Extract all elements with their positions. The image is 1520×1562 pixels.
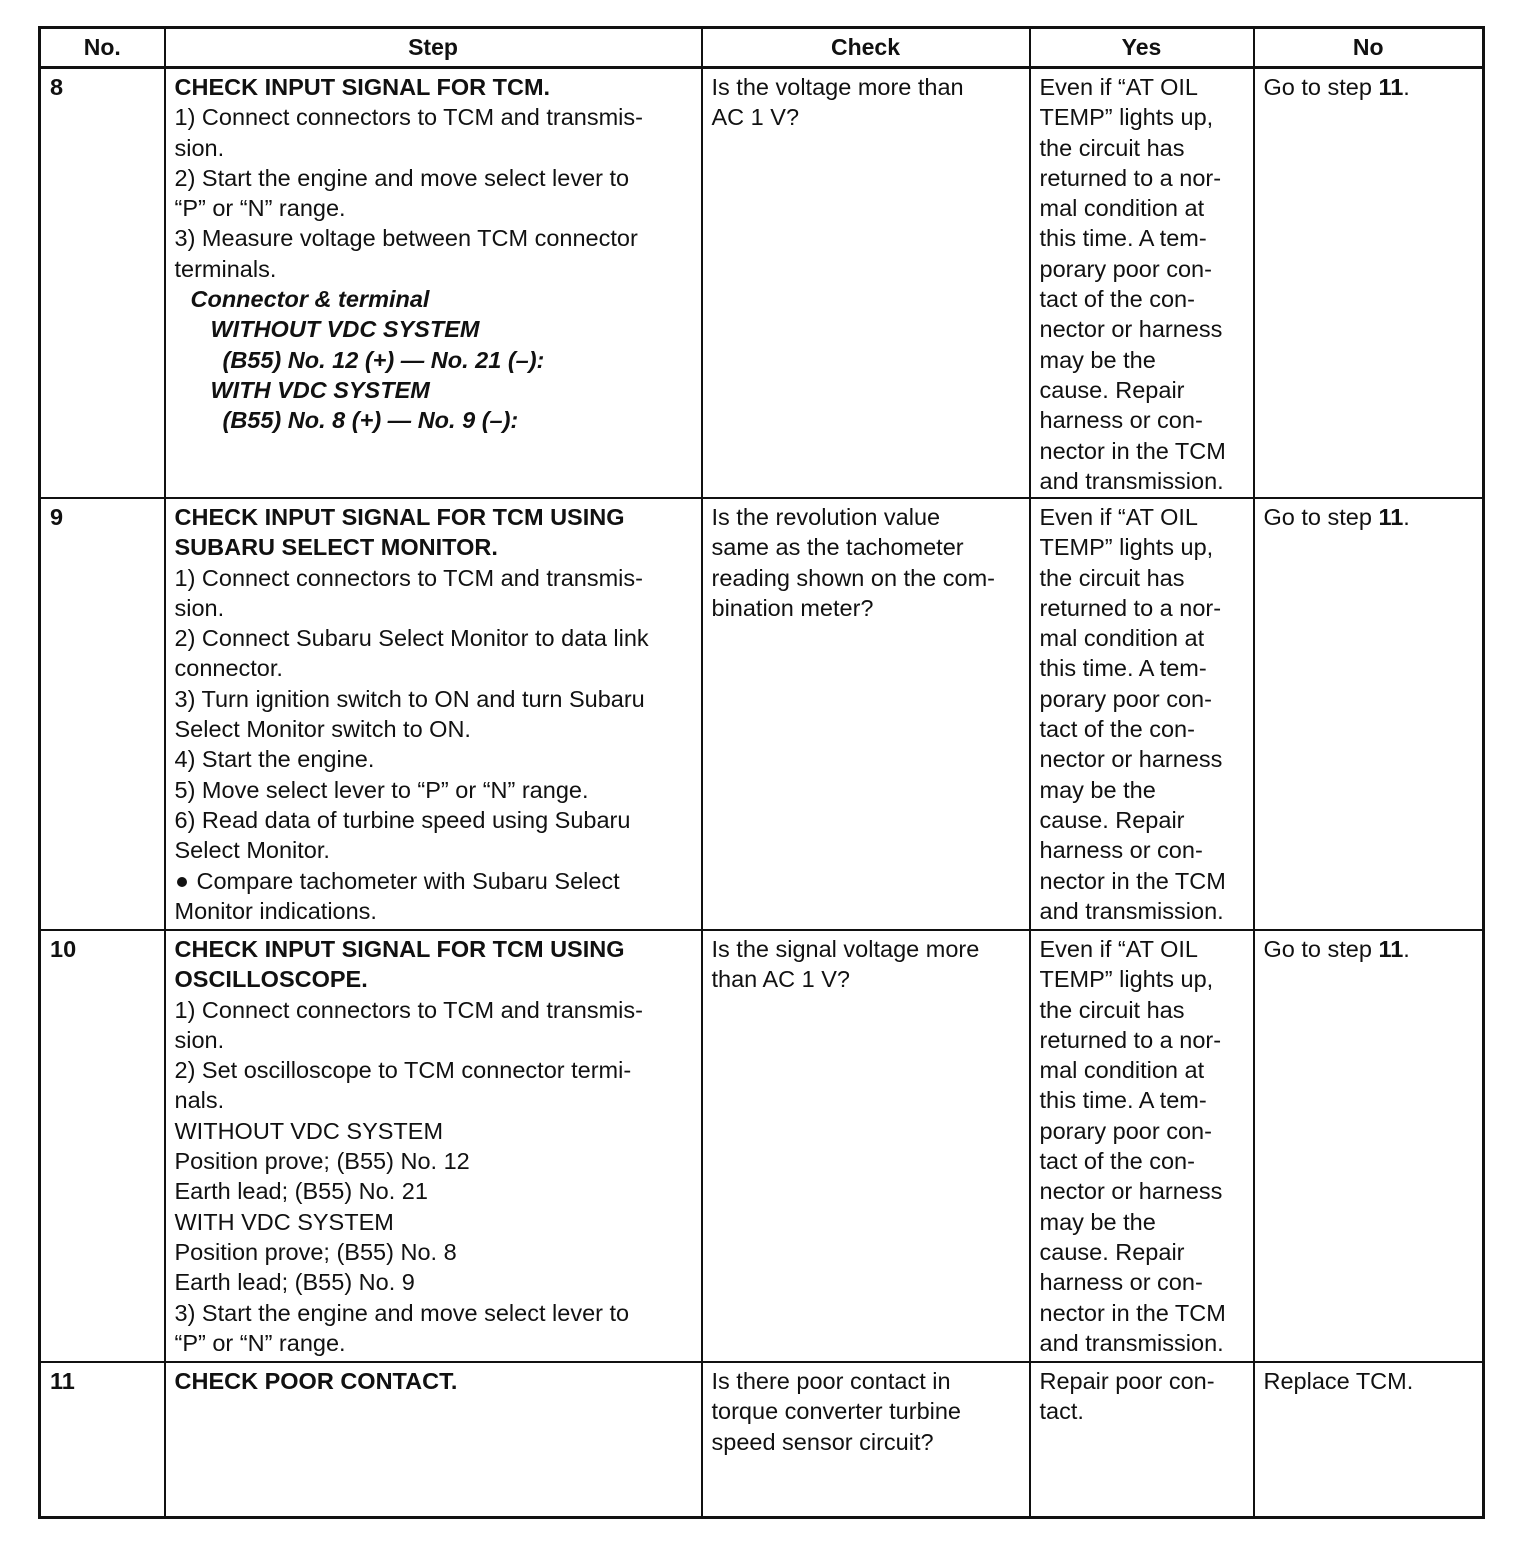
step-line: WITH VDC SYSTEM [174, 1208, 394, 1235]
diagnostic-page [38, 26, 1482, 1519]
yes-line: nector in the TCM [1039, 1299, 1226, 1326]
header-no: No. [40, 28, 165, 68]
step-line: 2) Connect Subaru Select Monitor to data link [174, 625, 649, 652]
yes-line: TEMP” lights up, [1039, 534, 1214, 561]
goto-text: Go to step [1263, 504, 1379, 530]
yes-line: may be the [1039, 776, 1156, 803]
no-cell [1254, 930, 1484, 1362]
step-line: “P” or “N” range. [174, 195, 346, 222]
yes-line: nector or harness [1039, 1178, 1223, 1205]
step-line: WITHOUT VDC SYSTEM [174, 1117, 444, 1144]
yes-line: nector in the TCM [1039, 867, 1226, 894]
yes-line: Repair poor con- [1039, 1368, 1215, 1394]
step-title: CHECK INPUT SIGNAL FOR TCM. [174, 74, 551, 100]
yes-line: TEMP” lights up, [1039, 104, 1214, 131]
bullet-line [175, 866, 693, 896]
goto-text: Go to step [1263, 936, 1379, 962]
table-row [40, 68, 1484, 499]
check-line: Is the signal voltage more [711, 936, 980, 962]
yes-line: the circuit has [1039, 996, 1185, 1023]
step-line: 2) Set oscilloscope to TCM connector termi- [174, 1057, 632, 1084]
step-line: 1) Connect connectors to TCM and transmis- [174, 104, 643, 131]
yes-line: mal condition at [1039, 625, 1205, 652]
check-line: Is the revolution value [711, 504, 941, 530]
step-line: 3) Turn ignition switch to ON and turn Subaru [174, 685, 645, 712]
check-line: Is there poor contact in [711, 1368, 951, 1394]
goto-step-number: 11 [1378, 936, 1404, 962]
step-line: 3) Start the engine and move select lever to [174, 1299, 630, 1326]
check-line: same as the tachometer [711, 534, 964, 561]
no-result-text: Replace TCM. [1263, 1368, 1414, 1394]
yes-line: this time. A tem- [1039, 655, 1207, 682]
yes-line: this time. A tem- [1039, 1087, 1207, 1114]
yes-line: porary poor con- [1039, 685, 1212, 712]
yes-line: the circuit has [1039, 564, 1185, 591]
step-cell [165, 498, 702, 930]
table-row [40, 930, 1484, 1362]
step-title: OSCILLOSCOPE. [174, 966, 368, 993]
goto-text: Go to step [1263, 74, 1379, 100]
yes-line: mal condition at [1039, 195, 1205, 222]
yes-line: harness or con- [1039, 407, 1203, 434]
yes-line: tact of the con- [1039, 1148, 1195, 1175]
yes-line: may be the [1039, 1208, 1156, 1235]
yes-line: TEMP” lights up, [1039, 966, 1214, 993]
yes-line: cause. Repair [1039, 376, 1185, 403]
check-line: AC 1 V? [711, 104, 800, 131]
check-line: than AC 1 V? [711, 966, 850, 993]
yes-line: cause. Repair [1039, 806, 1185, 833]
yes-line: may be the [1039, 346, 1156, 373]
yes-line: harness or con- [1039, 837, 1203, 864]
step-line: 6) Read data of turbine speed using Subaru [174, 806, 631, 833]
yes-line: and transmission. [1039, 897, 1224, 924]
yes-line: Even if “AT OIL [1039, 74, 1198, 100]
spec-variant: WITHOUT VDC SYSTEM [210, 316, 480, 343]
bullet-icon [177, 877, 187, 887]
step-number: 8 [40, 68, 165, 499]
yes-line: this time. A tem- [1039, 225, 1207, 252]
goto-suffix: . [1403, 504, 1410, 530]
goto-step-number: 11 [1378, 504, 1404, 530]
yes-line: porary poor con- [1039, 1117, 1212, 1144]
step-cell [165, 1362, 702, 1518]
step-line: 3) Measure voltage between TCM connector [174, 225, 638, 252]
yes-line: mal condition at [1039, 1057, 1205, 1084]
step-title: CHECK INPUT SIGNAL FOR TCM USING [174, 504, 625, 530]
step-line: terminals. [174, 255, 277, 282]
yes-line: Even if “AT OIL [1039, 936, 1198, 962]
step-line: connector. [174, 655, 283, 682]
table-header-row [40, 28, 1484, 68]
step-line: 1) Connect connectors to TCM and transmis- [174, 996, 643, 1023]
step-title: SUBARU SELECT MONITOR. [174, 534, 498, 561]
table-row [40, 1362, 1484, 1518]
step-line: nals. [174, 1087, 225, 1114]
yes-cell [1030, 68, 1254, 499]
yes-line: returned to a nor- [1039, 1026, 1222, 1053]
step-line: Position prove; (B55) No. 8 [174, 1238, 457, 1265]
step-line: sion. [174, 1026, 225, 1053]
step-line: 1) Connect connectors to TCM and transmis- [174, 564, 643, 591]
step-cell [165, 930, 702, 1362]
yes-line: tact. [1039, 1398, 1084, 1425]
header-yes: Yes [1030, 28, 1254, 68]
step-line: sion. [174, 594, 225, 621]
step-line: 5) Move select lever to “P” or “N” range. [174, 776, 589, 803]
goto-suffix: . [1403, 936, 1410, 962]
yes-line: returned to a nor- [1039, 164, 1222, 191]
yes-line: nector or harness [1039, 316, 1223, 343]
yes-line: harness or con- [1039, 1269, 1203, 1296]
yes-line: nector or harness [1039, 746, 1223, 773]
step-number: 10 [40, 930, 165, 1362]
spec-terminals: (B55) No. 8 (+) — No. 9 (–): [222, 407, 519, 434]
step-line: Position prove; (B55) No. 12 [174, 1148, 470, 1175]
goto-step-number: 11 [1378, 74, 1404, 100]
no-cell [1254, 1362, 1484, 1518]
yes-line: nector in the TCM [1039, 437, 1226, 464]
yes-line: porary poor con- [1039, 255, 1212, 282]
spec-heading: Connector & terminal [190, 286, 430, 313]
header-check: Check [702, 28, 1030, 68]
check-line: Is the voltage more than [711, 74, 964, 100]
yes-line: tact of the con- [1039, 286, 1195, 313]
yes-cell [1030, 930, 1254, 1362]
goto-suffix: . [1403, 74, 1410, 100]
step-title: CHECK INPUT SIGNAL FOR TCM USING [174, 936, 625, 962]
yes-line: and transmission. [1039, 1329, 1224, 1356]
check-cell [702, 498, 1030, 930]
step-number: 9 [40, 498, 165, 930]
yes-cell [1030, 498, 1254, 930]
step-line: Select Monitor switch to ON. [174, 716, 471, 743]
no-cell [1254, 498, 1484, 930]
step-line: Monitor indications. [174, 897, 377, 924]
bullet-text: Compare tachometer with Subaru Select [196, 867, 620, 894]
step-line: 4) Start the engine. [174, 746, 375, 773]
spec-terminals: (B55) No. 12 (+) — No. 21 (–): [222, 346, 545, 373]
step-line: Select Monitor. [174, 837, 330, 864]
step-line: “P” or “N” range. [174, 1329, 346, 1356]
spec-variant: WITH VDC SYSTEM [210, 376, 430, 403]
check-cell [702, 930, 1030, 1362]
check-cell [702, 68, 1030, 499]
yes-line: tact of the con- [1039, 716, 1195, 743]
yes-line: Even if “AT OIL [1039, 504, 1198, 530]
diagnostic-table [38, 26, 1485, 1519]
table-row [40, 498, 1484, 930]
step-number: 11 [40, 1362, 165, 1518]
check-line: bination meter? [711, 594, 874, 621]
step-title: CHECK POOR CONTACT. [174, 1368, 458, 1394]
check-cell [702, 1362, 1030, 1518]
yes-line: the circuit has [1039, 134, 1185, 161]
check-line: reading shown on the com- [711, 564, 995, 591]
check-line: speed sensor circuit? [711, 1428, 934, 1455]
yes-line: returned to a nor- [1039, 594, 1222, 621]
step-line: sion. [174, 134, 225, 161]
yes-cell [1030, 1362, 1254, 1518]
yes-line: cause. Repair [1039, 1238, 1185, 1265]
step-cell [165, 68, 702, 499]
header-no-result: No [1254, 28, 1484, 68]
step-line: Earth lead; (B55) No. 21 [174, 1178, 428, 1205]
check-line: torque converter turbine [711, 1398, 962, 1425]
header-step: Step [165, 28, 702, 68]
no-cell [1254, 68, 1484, 499]
step-line: 2) Start the engine and move select lever to [174, 164, 630, 191]
step-line: Earth lead; (B55) No. 9 [174, 1269, 415, 1296]
yes-line: and transmission. [1039, 467, 1224, 494]
